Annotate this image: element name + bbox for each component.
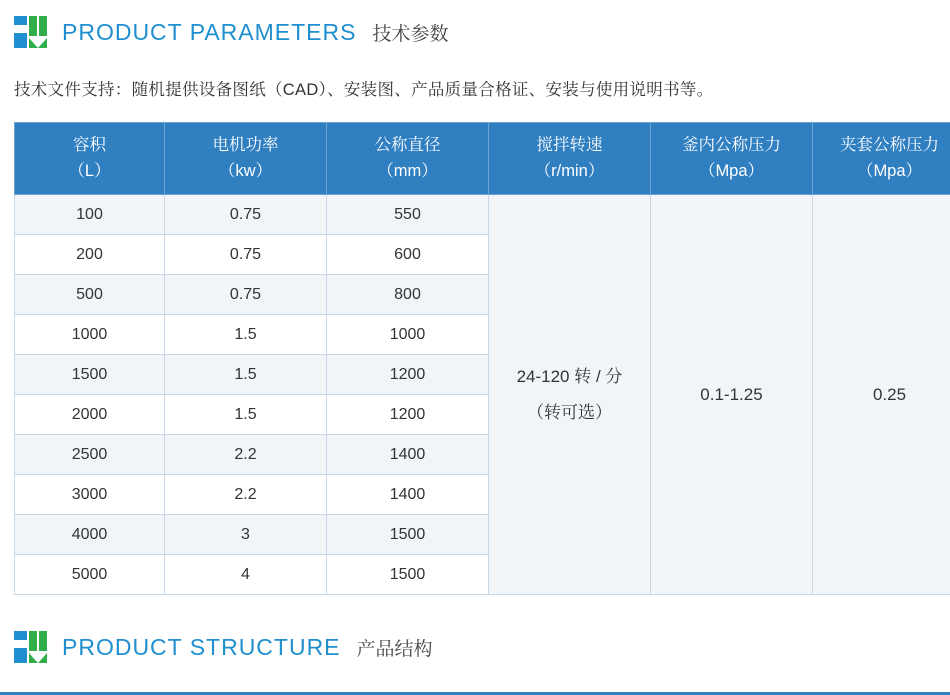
cell-power: 2.2	[165, 475, 327, 515]
header-line-1: 公称直径	[374, 136, 441, 154]
cell-volume: 4000	[15, 515, 165, 555]
cell-volume: 2000	[15, 395, 165, 435]
header-line-1: 釜内公称压力	[682, 136, 781, 154]
company-logo-icon	[14, 16, 48, 48]
table-header-stirring-speed	[489, 123, 651, 195]
parameters-table	[14, 122, 950, 595]
table-header-inner-pressure	[651, 123, 813, 195]
stirring-speed-line-1: 24-120 转 / 分	[516, 366, 623, 386]
cell-volume: 3000	[15, 475, 165, 515]
header-line-2: （L）	[68, 161, 111, 180]
header-line-2: （Mpa）	[856, 161, 923, 180]
cell-diameter: 1500	[327, 515, 489, 555]
cell-volume: 2500	[15, 435, 165, 475]
cell-diameter: 1200	[327, 395, 489, 435]
cell-power: 0.75	[165, 235, 327, 275]
section-title-en: PRODUCT STRUCTURE	[62, 633, 341, 660]
cell-diameter: 600	[327, 235, 489, 275]
cell-volume: 5000	[15, 555, 165, 595]
cell-diameter: 1200	[327, 355, 489, 395]
header-line-1: 搅拌转速	[536, 136, 603, 154]
header-line-2: （Mpa）	[698, 161, 765, 180]
header-line-2: （kw）	[218, 161, 273, 180]
section-title-cn: 技术参数	[372, 23, 449, 45]
cell-diameter: 1000	[327, 315, 489, 355]
table-header-volume	[15, 123, 165, 195]
header-line-1: 夹套公称压力	[840, 136, 939, 154]
cell-diameter: 1400	[327, 475, 489, 515]
cell-diameter: 1500	[327, 555, 489, 595]
cell-power: 1.5	[165, 355, 327, 395]
table-header-diameter	[327, 123, 489, 195]
cell-diameter: 800	[327, 275, 489, 315]
table-header-power	[165, 123, 327, 195]
section-title-en: PRODUCT PARAMETERS	[62, 18, 357, 45]
cell-diameter: 550	[327, 195, 489, 235]
cell-power: 0.75	[165, 275, 327, 315]
parameters-table-wrapper	[0, 100, 950, 595]
header-line-2: （mm）	[377, 161, 438, 180]
table-row	[15, 195, 950, 235]
cell-volume: 200	[15, 235, 165, 275]
cell-power: 2.2	[165, 435, 327, 475]
cell-volume: 100	[15, 195, 165, 235]
cell-volume: 1000	[15, 315, 165, 355]
cell-power: 1.5	[165, 315, 327, 355]
header-line-1: 电机功率	[212, 136, 279, 154]
section-header-parameters	[0, 0, 950, 46]
cell-stirring-speed	[489, 195, 651, 595]
header-line-2: （r/min）	[534, 161, 605, 180]
cell-power: 4	[165, 555, 327, 595]
cell-volume: 500	[15, 275, 165, 315]
cell-inner-pressure: 0.1-1.25	[651, 195, 813, 595]
cell-diameter: 1400	[327, 435, 489, 475]
section-title-cn: 产品结构	[356, 638, 433, 660]
cell-power: 1.5	[165, 395, 327, 435]
stirring-speed-line-2: （转可选）	[527, 402, 612, 422]
table-header-jacket-pressure	[813, 123, 950, 195]
cell-power: 3	[165, 515, 327, 555]
section-header-structure	[0, 613, 950, 659]
cell-jacket-pressure: 0.25	[813, 195, 950, 595]
company-logo-icon	[14, 631, 48, 663]
intro-text: 技术文件支持：随机提供设备图纸（CAD）、安装图、产品质量合格证、安装与使用说明书等。	[14, 81, 714, 99]
cell-power: 0.75	[165, 195, 327, 235]
header-line-1: 容积	[73, 136, 106, 154]
table-header-row	[15, 123, 950, 195]
cell-volume: 1500	[15, 355, 165, 395]
